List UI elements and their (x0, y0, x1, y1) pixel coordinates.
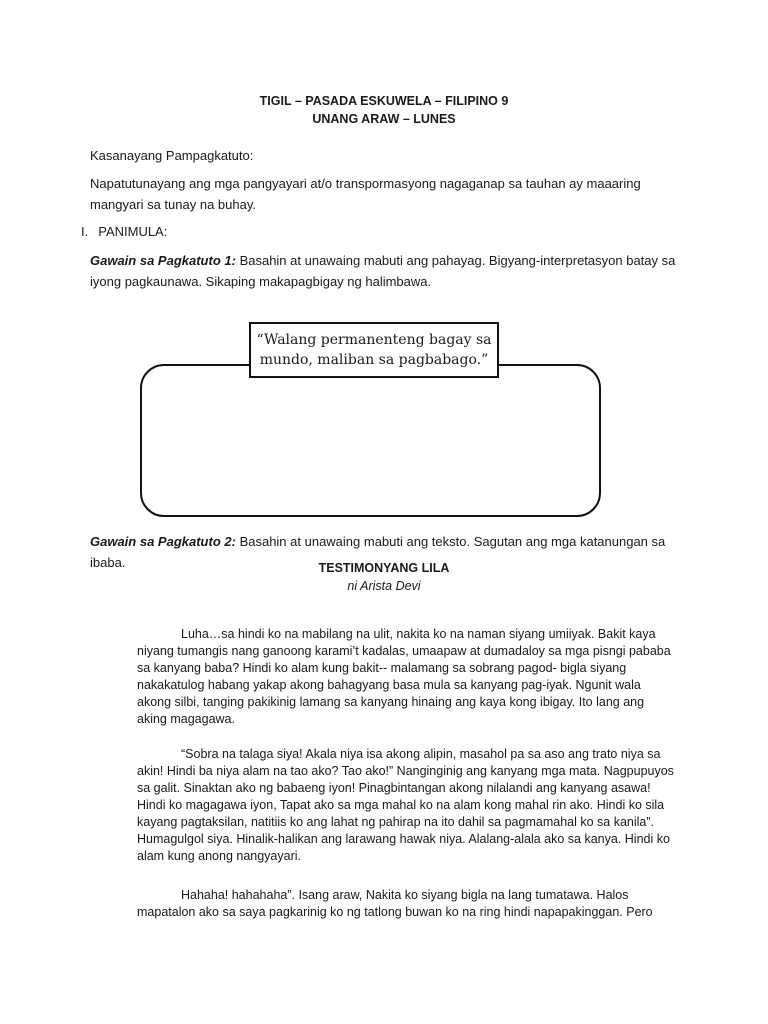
activity-1-label: Gawain sa Pagkatuto 1: (90, 253, 236, 268)
quote-box (249, 322, 499, 378)
day-subtitle: UNANG ARAW – LUNES (312, 112, 456, 126)
quote-line-2: mundo, maliban sa pagbabago.” (259, 352, 489, 368)
activity-2-label: Gawain sa Pagkatuto 2: (90, 534, 236, 549)
story-paragraph: “Sobra na talaga siya! Akala niya isa akong alipin, masahol pa sa aso ang trato niya sa akin! Hindi ba niya alam na tao ako? Tao ako!” Nanginginig ang kanyang mga mata. Nagpupuyos sa galit. Sinaktan ako ng babaeng iyon! Pinagbintangan akong nilalandi ang kanyang asawa! Hindi ko magagawa iyon, Tapat ako sa mga mahal ko na alam kong mahal rin ako. Hindi ko sila kayang pagtaksilan, natitiis ko ang lahat ng pahirap na ito dahil sa pagmamahal ko sa kanila”. Humagulgol siya. Hinalik-halikan ang larawang hawak niya. Alalang-alala ako sa kanya. Hindi ko alam kung anong nangyayari. (137, 747, 674, 863)
activity-2-instructions: Basahin at unawaing mabuti ang teksto. Sagutan ang mga katanungan sa ibaba. (90, 534, 666, 570)
activity-1 (90, 250, 690, 292)
answer-box[interactable] (140, 364, 601, 517)
story-title: TESTIMONYANG LILA (318, 561, 450, 575)
document-title: TIGIL – PASADA ESKUWELA – FILIPINO 9 (259, 94, 509, 108)
activity-1-instructions: Basahin at unawaing mabuti ang pahayag. Bigyang-interpretasyon batay sa iyong pagkaunawa. Sikaping makapagbigay ng halimbawa. (90, 253, 676, 289)
section-number: I. (81, 224, 89, 239)
competency-label: Kasanayang Pampagkatuto: (90, 148, 254, 163)
competency-text: Napatutunayang ang mga pangyayari at/o transpormasyong nagaganap sa tauhan ay maaaring mangyari sa tunay na buhay. (90, 176, 641, 212)
quote-line-1: “Walang permanenteng bagay sa (256, 332, 492, 348)
story-paragraph: Hahaha! hahahaha”. Isang araw, Nakita ko siyang bigla na lang tumatawa. Halos mapatalon ako sa saya pagkarinig ko ng tatlong buwan ko na ring hindi napapakinggan. Pero (137, 888, 653, 919)
story-author: ni Arista Devi (347, 579, 421, 593)
story-paragraph: Luha…sa hindi ko na mabilang na ulit, nakita ko na naman siyang umiiyak. Bakit kaya niyang tumangis nang ganoong karami’t kadalas, umaapaw at dumadaloy sa mga pisngi pababa sa kanyang baba? Hindi ko alam kung bakit-- malamang sa sobrang pagod- bigla siyang nakakatulog habang yakap akong bahagyang basa mula sa kanyang pag-iyak. Ngunit wala akong silbi, tanging pakikinig lamang sa kanyang hinaing ang kaya kong ibigay. Ito lang ang aking magagawa. (137, 627, 671, 726)
section-heading (81, 221, 167, 242)
section-title: PANIMULA: (98, 224, 168, 239)
